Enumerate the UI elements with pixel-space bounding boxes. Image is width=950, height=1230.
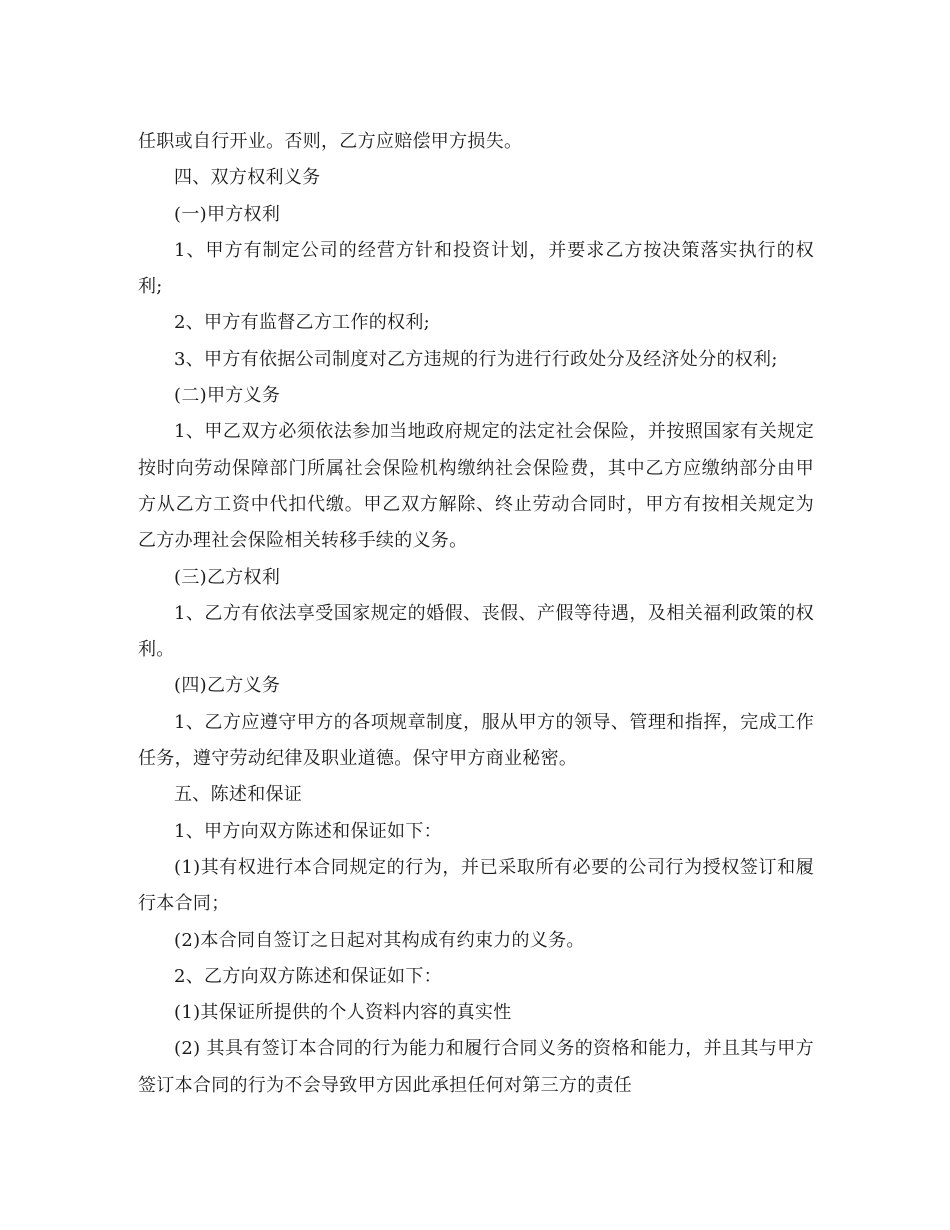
paragraph: 1、乙方有依法享受国家规定的婚假、丧假、产假等待遇，及相关福利政策的权利。 [138, 602, 814, 661]
section-heading-rights-obligations: 四、双方权利义务 [174, 167, 321, 189]
paragraph: 1、甲方有制定公司的经营方针和投资计划，并要求乙方按决策落实执行的权利; [138, 239, 814, 298]
paragraph: 2、乙方向双方陈述和保证如下： [174, 965, 442, 987]
subheading-party-a-obligations: (二)甲方义务 [174, 385, 281, 407]
subheading-party-b-obligations: (四)乙方义务 [174, 675, 281, 697]
paragraph: 1、甲方向双方陈述和保证如下： [174, 820, 442, 842]
subheading-party-a-rights: (一)甲方权利 [174, 203, 281, 225]
paragraph: (2)本合同自签订之日起对其构成有约束力的义务。 [174, 929, 585, 951]
paragraph: (1)其保证所提供的个人资料内容的真实性 [174, 1002, 512, 1024]
paragraph: 1、乙方应遵守甲方的各项规章制度，服从甲方的领导、管理和指挥，完成工作任务，遵守劳动纪律及职业道德。保守甲方商业秘密。 [138, 711, 814, 770]
document-body [138, 124, 814, 1104]
paragraph: 3、甲方有依据公司制度对乙方违规的行为进行行政处分及经济处分的权利; [174, 348, 778, 370]
subheading-party-b-rights: (三)乙方权利 [174, 566, 281, 588]
paragraph-continuation: 任职或自行开业。否则，乙方应赔偿甲方损失。 [138, 131, 523, 152]
paragraph: (1)其有权进行本合同规定的行为，并已采取所有必要的公司行为授权签订和履行本合同； [138, 856, 814, 915]
paragraph: 2、甲方有监督乙方工作的权利; [174, 312, 431, 334]
paragraph: (2) 其具有签订本合同的行为能力和履行合同义务的资格和能力，并且其与甲方签订本合同的行为不会导致甲方因此承担任何对第三方的责任 [138, 1038, 814, 1096]
paragraph: 1、甲乙双方必须依法参加当地政府规定的法定社会保险，并按照国家有关规定按时向劳动保障部门所属社会保险机构缴纳社会保险费，其中乙方应缴纳部分由甲方从乙方工资中代扣代缴。甲乙双方解除、终止劳动合同时，甲方有按相关规定为乙方办理社会保险相关转移手续的义务。 [138, 421, 814, 552]
section-heading-representations: 五、陈述和保证 [174, 784, 303, 806]
